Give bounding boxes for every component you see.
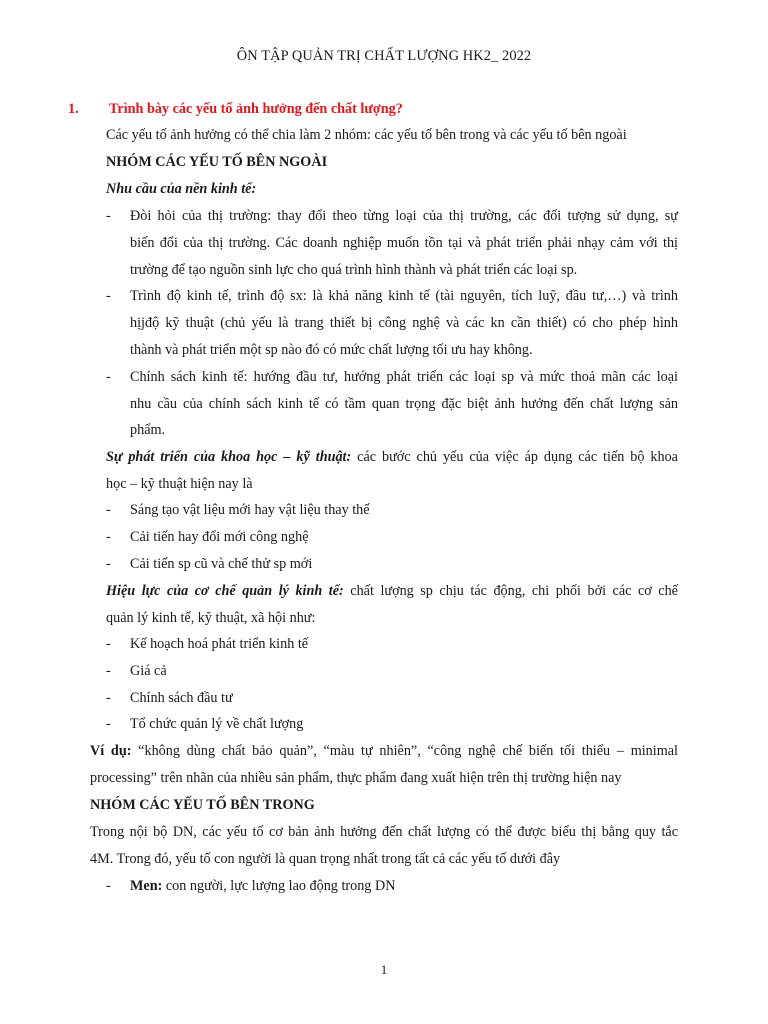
bullet-dash: - (106, 878, 111, 894)
intro-paragraph: Các yếu tố ảnh hưởng có thể chia làm 2 nhóm: các yếu tố bên trong và các yếu tố bên ngoài (106, 127, 627, 143)
bullet-dash: - (106, 636, 111, 652)
bullet-dash: - (106, 208, 111, 224)
men-text: con người, lực lượng lao động trong DN (162, 878, 396, 894)
bullet-dash: - (106, 288, 111, 304)
bullet-dash: - (106, 369, 111, 385)
bullet-text: nhu cầu của chính sách kinh tế có tầm quan trọng đặc biệt ảnh hưởng đến chất lượng sản (130, 396, 678, 412)
science-paragraph (106, 448, 678, 466)
management-text-continued: quản lý kinh tế, kỹ thuật, xã hội như: (106, 610, 316, 626)
bullet-text: Sáng tạo vật liệu mới hay vật liệu thay thế (130, 502, 370, 518)
bullet-text: phẩm. (130, 422, 166, 438)
science-text-continued: học – kỹ thuật hiện nay là (106, 476, 253, 492)
men-label: Men: (130, 878, 163, 894)
example-paragraph (90, 742, 678, 760)
bullet-dash: - (106, 502, 111, 518)
bullet-text: Giá cả (130, 663, 167, 679)
document-title: ÔN TẬP QUẢN TRỊ CHẤT LƯỢNG HK2_ 2022 (236, 48, 532, 64)
question-text: Trình bày các yếu tố ảnh hưởng đến chất lượng? (109, 101, 403, 117)
bullet-dash: - (106, 556, 111, 572)
example-text-continued: processing” trên nhãn của nhiều sản phẩm, thực phẩm đang xuất hiện trên thị trường hiện nay (90, 770, 622, 786)
bullet-text: Kế hoạch hoá phát triển kinh tế (130, 636, 309, 652)
bullet-text: Cải tiến sp cũ và chế thử sp mới (130, 556, 313, 572)
men-bullet (130, 877, 395, 895)
internal-text-continued: 4M. Trong đó, yếu tố con người là quan trọng nhất trong tất cả các yếu tố dưới đây (90, 851, 561, 867)
science-text: các bước chủ yếu của việc áp dụng các tiến bộ khoa (351, 449, 678, 465)
external-factors-heading: NHÓM CÁC YẾU TỐ BÊN NGOÀI (106, 154, 328, 170)
bullet-dash: - (106, 529, 111, 545)
bullet-text: Đòi hỏi của thị trường: thay đổi theo từng loại của thị trường, các đối tượng sử dụng, sự (130, 208, 678, 224)
internal-factors-heading: NHÓM CÁC YẾU TỐ BÊN TRONG (90, 797, 315, 813)
page-number: 1 (380, 962, 388, 977)
bullet-dash: - (106, 663, 111, 679)
management-paragraph (106, 582, 678, 600)
economy-subheading: Nhu cầu của nền kinh tế: (106, 181, 257, 197)
bullet-text: thành và phát triển một sp nào đó có mức chất lượng tối ưu hay không. (130, 342, 533, 358)
example-label: Ví dụ: (90, 743, 132, 759)
example-text: “không dùng chất bảo quản”, “màu tự nhiên”, “công nghệ chế biến tối thiểu – minimal (131, 743, 678, 759)
bullet-text: trường để tạo nguồn sinh lực cho quá trình hình thành và phát triển các loại sp. (130, 262, 578, 278)
management-text: chất lượng sp chịu tác động, chi phối bởi các cơ chế (343, 583, 678, 599)
bullet-text: Cải tiến hay đổi mới công nghệ (130, 529, 309, 545)
bullet-text: Trình độ kinh tế, trình độ sx: là khả năng kinh tế (tài nguyên, tích luỹ, đầu tư,…) và trình (130, 288, 678, 304)
bullet-text: Chính sách kinh tế: hướng đầu tư, hướng phát triển các loại sp và mức thoả mãn các loại (130, 369, 678, 385)
question-number: 1. (68, 101, 79, 117)
bullet-text: Tổ chức quản lý về chất lượng (130, 716, 304, 732)
management-subheading: Hiệu lực của cơ chế quản lý kinh tế: (106, 583, 344, 599)
bullet-text: biến đổi của thị trường. Các doanh nghiệp muốn tồn tại và phát triển phải nhạy cảm với thị (130, 235, 678, 251)
internal-paragraph: Trong nội bộ DN, các yếu tố cơ bản ảnh hưởng đến chất lượng có thể được biểu thị bằng quy tắc (90, 824, 678, 840)
bullet-dash: - (106, 690, 111, 706)
bullet-dash: - (106, 716, 111, 732)
science-subheading: Sự phát triển của khoa học – kỹ thuật: (106, 449, 352, 465)
bullet-text: Chính sách đầu tư (130, 690, 233, 706)
bullet-text: hịjđộ kỹ thuật (chủ yếu là trang thiết bị công nghệ và các kn cần thiết) có cho phép hình (130, 315, 678, 331)
